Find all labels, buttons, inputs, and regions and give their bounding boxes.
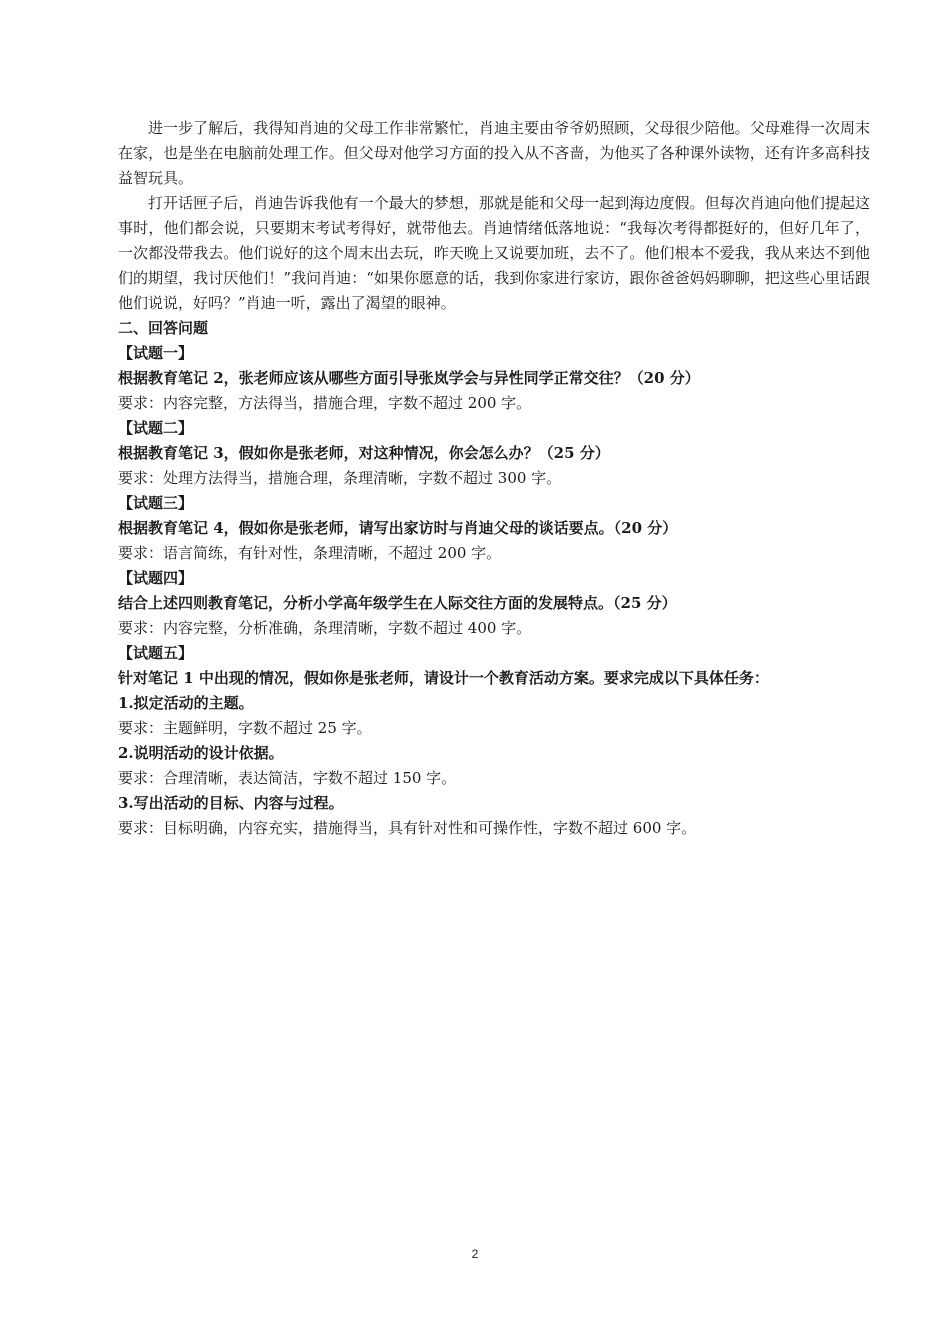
task-3-requirement: 要求：目标明确，内容充实，措施得当，具有针对性和可操作性，字数不超过 600 字。 bbox=[118, 819, 697, 837]
paragraph-2: 打开话匣子后，肖迪告诉我他有一个最大的梦想，那就是能和父母一起到海边度假。但每次肖迪向他们提起这事时，他们都会说，只要期末考试考得好，就带他去。肖迪情绪低落地说：“我每次考得都挺好的，但好几年了，一次都没带我去。他们说好的这个周末出去玩，昨天晚上又说要加班，去不了。他们根本不爱我，我从来达不到他们的期望，我讨厌他们！”我问肖迪：“如果你愿意的话，我到你家进行家访，跟你爸爸妈妈聊聊，把这些心里话跟他们说说，好吗？”肖迪一听，露出了渴望的眼神。 bbox=[118, 194, 870, 312]
page-content bbox=[118, 116, 870, 841]
question-4-prompt: 结合上述四则教育笔记，分析小学高年级学生在人际交往方面的发展特点。（25 分） bbox=[118, 594, 677, 612]
question-3-requirement: 要求：语言简练，有针对性，条理清晰，不超过 200 字。 bbox=[118, 544, 502, 562]
question-1-label: 【试题一】 bbox=[118, 344, 194, 362]
section-title: 二、回答问题 bbox=[118, 319, 209, 337]
task-2-title: 2.说明活动的设计依据。 bbox=[118, 744, 284, 762]
question-2-requirement: 要求：处理方法得当，措施合理，条理清晰，字数不超过 300 字。 bbox=[118, 469, 562, 487]
question-3-label: 【试题三】 bbox=[118, 494, 194, 512]
question-2-prompt: 根据教育笔记 3，假如你是张老师，对这种情况，你会怎么办？（25 分） bbox=[118, 444, 610, 462]
question-5-label: 【试题五】 bbox=[118, 644, 194, 662]
task-1-requirement: 要求：主题鲜明，字数不超过 25 字。 bbox=[118, 719, 372, 737]
task-2-requirement: 要求：合理清晰，表达简洁，字数不超过 150 字。 bbox=[118, 769, 457, 787]
task-1-title: 1.拟定活动的主题。 bbox=[118, 694, 254, 712]
question-2-label: 【试题二】 bbox=[118, 419, 194, 437]
question-4-label: 【试题四】 bbox=[118, 569, 194, 587]
task-3-title: 3.写出活动的目标、内容与过程。 bbox=[118, 794, 344, 812]
question-5-prompt: 针对笔记 1 中出现的情况，假如你是张老师，请设计一个教育活动方案。要求完成以下具体任务： bbox=[118, 669, 769, 687]
question-1-prompt: 根据教育笔记 2，张老师应该从哪些方面引导张岚学会与异性同学正常交往？（20 分） bbox=[118, 369, 700, 387]
question-3-prompt: 根据教育笔记 4，假如你是张老师，请写出家访时与肖迪父母的谈话要点。（20 分） bbox=[118, 519, 678, 537]
question-4-requirement: 要求：内容完整，分析准确，条理清晰，字数不超过 400 字。 bbox=[118, 619, 532, 637]
page-number: 2 bbox=[471, 1247, 479, 1261]
paragraph-1: 进一步了解后，我得知肖迪的父母工作非常繁忙，肖迪主要由爷爷奶照顾，父母很少陪他。父母难得一次周末在家，也是坐在电脑前处理工作。但父母对他学习方面的投入从不吝啬，为他买了各种课外读物，还有许多高科技益智玩具。 bbox=[118, 119, 870, 187]
question-1-requirement: 要求：内容完整，方法得当，措施合理，字数不超过 200 字。 bbox=[118, 394, 532, 412]
